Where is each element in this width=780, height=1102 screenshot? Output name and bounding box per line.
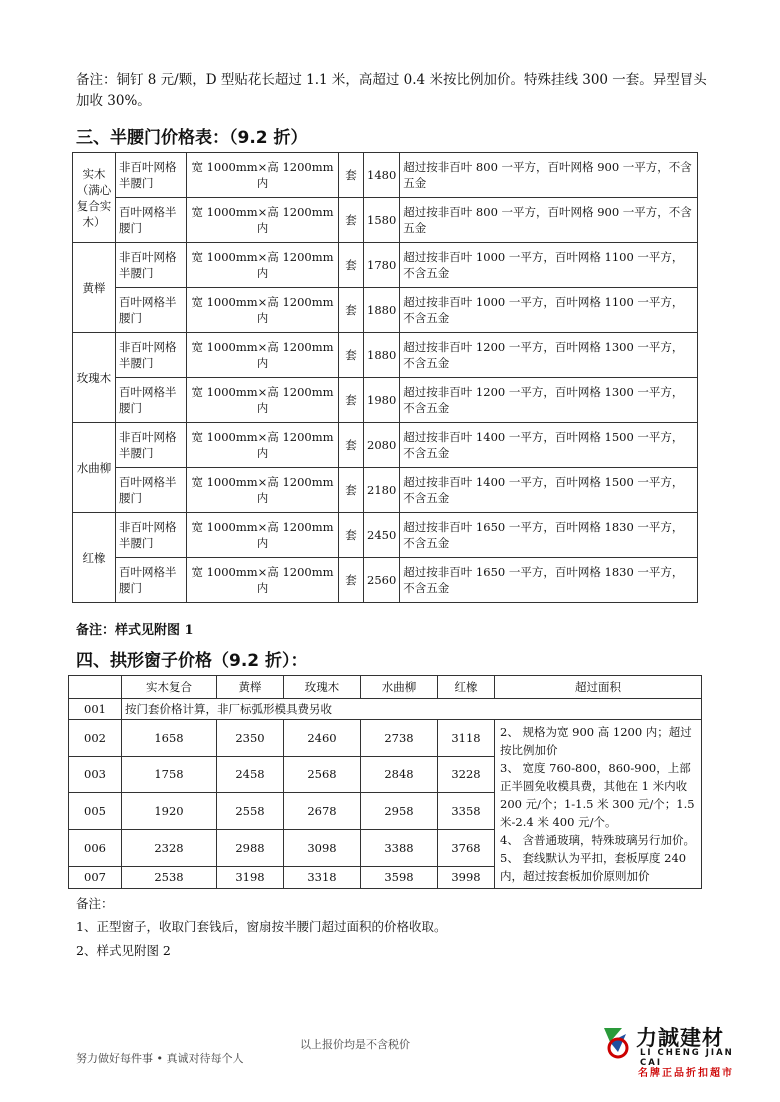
area-note: 5、 套线默认为平扣，套板厚度 240 内，超过按套板加价原则加价 — [500, 851, 687, 883]
price-cell: 1658 — [122, 720, 217, 757]
code-cell: 006 — [69, 829, 122, 866]
size-cell: 宽 1000mm×高 1200mm 内 — [187, 243, 339, 288]
unit-cell: 套 — [339, 468, 364, 513]
note-cell: 超过按非百叶 1000 一平方，百叶网格 1100 一平方，不含五金 — [400, 243, 698, 288]
price-cell: 3388 — [361, 829, 438, 866]
section3-note: 备注：样式见附图 1 — [76, 623, 194, 638]
material-cell: 黄榉 — [73, 243, 116, 333]
price-cell: 2460 — [284, 720, 361, 757]
size-cell: 宽 1000mm×高 1200mm 内 — [187, 513, 339, 558]
tax-note: 以上报价均是不含税价 — [300, 1038, 410, 1051]
unit-cell: 套 — [339, 198, 364, 243]
area-notes-cell — [495, 720, 702, 889]
price-cell: 3118 — [438, 720, 495, 757]
material-cell: 水曲柳 — [73, 423, 116, 513]
price-cell: 2458 — [217, 756, 284, 793]
note-cell: 超过按非百叶 1650 一平方，百叶网格 1830 一平方，不含五金 — [400, 513, 698, 558]
unit-cell: 套 — [339, 513, 364, 558]
first-row-text: 按门套价格计算，非厂标弧形模具费另收 — [122, 699, 702, 720]
price-cell: 1920 — [122, 793, 217, 830]
price-cell: 3228 — [438, 756, 495, 793]
footer-notes-label: 备注： — [76, 896, 114, 911]
footer-note-1: 1、正型窗子，收取门套钱后，窗扇按半腰门超过面积的价格收取。 — [76, 919, 447, 934]
material-cell: 红橡 — [73, 513, 116, 603]
logo-mark-icon — [600, 1022, 636, 1062]
price-cell: 3358 — [438, 793, 495, 830]
table-row — [73, 468, 698, 513]
code-cell: 003 — [69, 756, 122, 793]
table-row — [69, 699, 702, 720]
note-cell: 超过按非百叶 800 一平方，百叶网格 900 一平方，不含五金 — [400, 153, 698, 198]
table-row — [73, 423, 698, 468]
unit-cell: 套 — [339, 333, 364, 378]
price-cell: 2450 — [364, 513, 400, 558]
table-row — [73, 288, 698, 333]
company-logo — [600, 1020, 750, 1082]
price-cell: 2328 — [122, 829, 217, 866]
table-row — [73, 558, 698, 603]
unit-cell: 套 — [339, 288, 364, 333]
price-cell: 2848 — [361, 756, 438, 793]
top-note: 备注：铜钉 8 元/颗，D 型贴花长超过 1.1 米，高超过 0.4 米按比例加价。特殊挂线 300 一套。异型冒头加收 30%。 — [76, 72, 707, 109]
section3-title: 三、半腰门价格表：（9.2 折） — [76, 128, 308, 148]
note-cell: 超过按非百叶 800 一平方，百叶网格 900 一平方，不含五金 — [400, 198, 698, 243]
price-cell: 2568 — [284, 756, 361, 793]
table-row — [73, 513, 698, 558]
arch-window-price-table — [68, 675, 702, 889]
price-cell: 3198 — [217, 866, 284, 888]
half-door-price-table — [72, 152, 698, 603]
size-cell: 宽 1000mm×高 1200mm 内 — [187, 378, 339, 423]
price-cell: 2350 — [217, 720, 284, 757]
price-cell: 2538 — [122, 866, 217, 888]
size-cell: 宽 1000mm×高 1200mm 内 — [187, 333, 339, 378]
table-row — [73, 378, 698, 423]
note-cell: 超过按非百叶 1400 一平方，百叶网格 1500 一平方，不含五金 — [400, 468, 698, 513]
logo-tagline: 名牌正品折扣超市 — [638, 1068, 734, 1079]
table-row — [73, 198, 698, 243]
header-cell — [69, 676, 122, 699]
logo-name: 力誠建材 — [636, 1026, 724, 1050]
price-cell: 2678 — [284, 793, 361, 830]
code-cell: 007 — [69, 866, 122, 888]
type-cell: 非百叶网格半腰门 — [116, 333, 187, 378]
note-cell: 超过按非百叶 1000 一平方，百叶网格 1100 一平方，不含五金 — [400, 288, 698, 333]
price-cell: 2560 — [364, 558, 400, 603]
table-row — [69, 720, 702, 757]
price-cell: 3998 — [438, 866, 495, 888]
note-cell: 超过按非百叶 1650 一平方，百叶网格 1830 一平方，不含五金 — [400, 558, 698, 603]
logo-pinyin: LI CHENG JIAN CAI — [640, 1048, 734, 1068]
price-cell: 2558 — [217, 793, 284, 830]
code-cell: 001 — [69, 699, 122, 720]
price-cell: 2180 — [364, 468, 400, 513]
code-cell: 002 — [69, 720, 122, 757]
unit-cell: 套 — [339, 378, 364, 423]
footer-note-2: 2、样式见附图 2 — [76, 943, 171, 958]
slogan: 努力做好每件事 • 真诚对待每个人 — [76, 1052, 244, 1065]
type-cell: 百叶网格半腰门 — [116, 288, 187, 333]
unit-cell: 套 — [339, 423, 364, 468]
price-cell: 2080 — [364, 423, 400, 468]
price-cell: 1780 — [364, 243, 400, 288]
note-cell: 超过按非百叶 1400 一平方，百叶网格 1500 一平方，不含五金 — [400, 423, 698, 468]
header-cell: 实木复合 — [122, 676, 217, 699]
type-cell: 百叶网格半腰门 — [116, 558, 187, 603]
table-row — [73, 333, 698, 378]
area-note: 4、 含普通玻璃，特殊玻璃另行加价。 — [500, 833, 695, 847]
size-cell: 宽 1000mm×高 1200mm 内 — [187, 558, 339, 603]
price-cell: 1880 — [364, 333, 400, 378]
price-cell: 1980 — [364, 378, 400, 423]
code-cell: 005 — [69, 793, 122, 830]
price-cell: 1580 — [364, 198, 400, 243]
price-cell: 2988 — [217, 829, 284, 866]
price-cell: 3098 — [284, 829, 361, 866]
table-header-row — [69, 676, 702, 699]
type-cell: 百叶网格半腰门 — [116, 468, 187, 513]
price-cell: 3768 — [438, 829, 495, 866]
price-cell: 2738 — [361, 720, 438, 757]
unit-cell: 套 — [339, 153, 364, 198]
table-row — [73, 153, 698, 198]
type-cell: 百叶网格半腰门 — [116, 198, 187, 243]
header-cell: 黄榉 — [217, 676, 284, 699]
price-cell: 3318 — [284, 866, 361, 888]
price-cell: 1880 — [364, 288, 400, 333]
table-row — [73, 243, 698, 288]
note-cell: 超过按非百叶 1200 一平方，百叶网格 1300 一平方，不含五金 — [400, 333, 698, 378]
size-cell: 宽 1000mm×高 1200mm 内 — [187, 468, 339, 513]
size-cell: 宽 1000mm×高 1200mm 内 — [187, 288, 339, 333]
price-cell: 1480 — [364, 153, 400, 198]
size-cell: 宽 1000mm×高 1200mm 内 — [187, 423, 339, 468]
type-cell: 百叶网格半腰门 — [116, 378, 187, 423]
type-cell: 非百叶网格半腰门 — [116, 513, 187, 558]
unit-cell: 套 — [339, 243, 364, 288]
size-cell: 宽 1000mm×高 1200mm 内 — [187, 153, 339, 198]
size-cell: 宽 1000mm×高 1200mm 内 — [187, 198, 339, 243]
material-cell: 实木（满心复合实木） — [73, 153, 116, 243]
unit-cell: 套 — [339, 558, 364, 603]
area-note: 3、 宽度 760-800，860-900，上部正半圆免收模具费，其他在 1 米内收 200 元/个；1-1.5 米 300 元/个；1.5 米-2.4 米 400 元/个。 — [500, 761, 695, 829]
material-cell: 玫瑰木 — [73, 333, 116, 423]
header-cell: 水曲柳 — [361, 676, 438, 699]
header-cell: 玫瑰木 — [284, 676, 361, 699]
area-note: 2、 规格为宽 900 高 1200 内；超过按比例加价 — [500, 725, 692, 757]
section4-title: 四、拱形窗子价格（9.2 折）： — [76, 651, 308, 671]
type-cell: 非百叶网格半腰门 — [116, 243, 187, 288]
price-cell: 2958 — [361, 793, 438, 830]
note-cell: 超过按非百叶 1200 一平方，百叶网格 1300 一平方，不含五金 — [400, 378, 698, 423]
price-cell: 1758 — [122, 756, 217, 793]
header-cell: 红橡 — [438, 676, 495, 699]
header-cell: 超过面积 — [495, 676, 702, 699]
type-cell: 非百叶网格半腰门 — [116, 423, 187, 468]
price-cell: 3598 — [361, 866, 438, 888]
type-cell: 非百叶网格半腰门 — [116, 153, 187, 198]
